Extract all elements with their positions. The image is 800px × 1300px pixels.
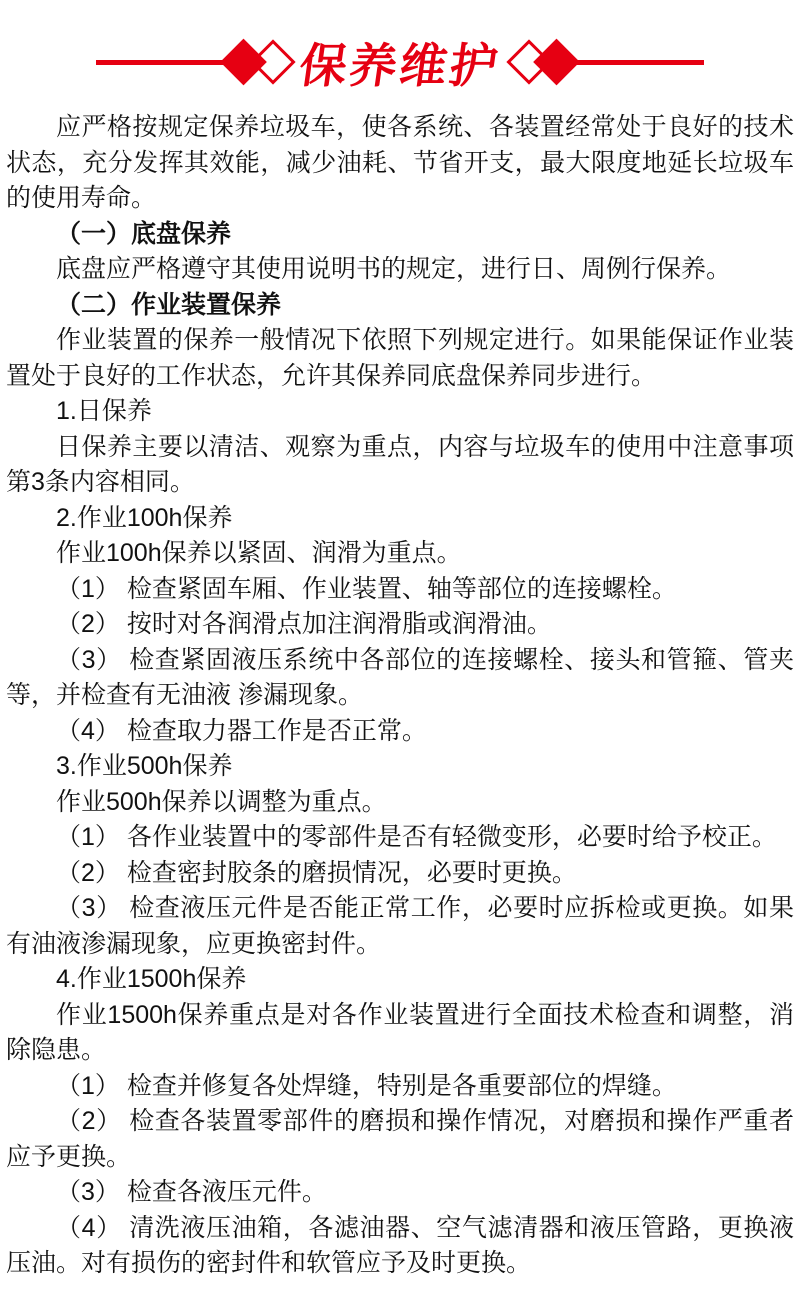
paragraph: （3） 检查液压元件是否能正常工作，必要时应拆检或更换。如果有油液渗漏现象，应更换密封件。 (6, 894, 794, 958)
paragraph: （3） 检查紧固液压系统中各部位的连接螺栓、接头和管箍、管夹等，并检查有无油液 渗漏现象。 (6, 645, 794, 709)
diamond-solid-icon (533, 39, 580, 86)
title-rule-right (572, 60, 704, 65)
title-banner (0, 0, 800, 98)
section-heading: （一）底盘保养 (56, 219, 232, 248)
title-rule-left (96, 60, 228, 65)
paragraph: 作业1500h保养重点是对各作业装置进行全面技术检查和调整，消除隐患。 (6, 1000, 794, 1064)
page-title: 保养维护 (296, 38, 504, 92)
paragraph: （2） 检查密封胶条的磨损情况，必要时更换。 (56, 858, 577, 887)
paragraph: （4） 检查取力器工作是否正常。 (56, 716, 427, 745)
section-heading: （二）作业装置保养 (56, 290, 282, 319)
paragraph: 作业装置的保养一般情况下依照下列规定进行。如果能保证作业装置处于良好的工作状态，允许其保养同底盘保养同步进行。 (6, 326, 794, 390)
paragraph: （2） 按时对各润滑点加注润滑脂或润滑油。 (56, 610, 552, 638)
paragraph: 4.作业1500h保养 (56, 965, 247, 993)
paragraph: （1） 各作业装置中的零部件是否有轻微变形，必要时给予校正。 (56, 823, 777, 851)
diamond-ornament-left (222, 33, 290, 91)
paragraph: （2） 检查各装置零部件的磨损和操作情况，对磨损和操作严重者应予更换。 (6, 1107, 794, 1171)
paragraph: 底盘应严格遵守其使用说明书的规定，进行日、周例行保养。 (56, 255, 732, 283)
diamond-ornament-right (510, 33, 578, 91)
paragraph: 应严格按规定保养垃圾车，使各系统、各装置经常处于良好的技术状态，充分发挥其效能，减少油耗、节省开支，最大限度地延长垃圾车的使用寿命。 (6, 113, 794, 212)
paragraph: （1） 检查并修复各处焊缝，特别是各重要部位的焊缝。 (56, 1071, 677, 1100)
diamond-solid-icon (220, 39, 267, 86)
paragraph: （3） 检查各液压元件。 (56, 1178, 327, 1206)
paragraph: （1） 检查紧固车厢、作业装置、轴等部位的连接螺栓。 (56, 574, 677, 603)
paragraph: 1.日保养 (56, 397, 152, 425)
paragraph: 3.作业500h保养 (56, 752, 233, 780)
paragraph: 日保养主要以清洁、观察为重点，内容与垃圾车的使用中注意事项第3条内容相同。 (6, 432, 794, 496)
paragraph: 2.作业100h保养 (56, 503, 233, 532)
paragraph: （4） 清洗液压油箱，各滤油器、空气滤清器和液压管路，更换液压油。对有损伤的密封件和软管应予及时更换。 (6, 1213, 794, 1277)
paragraph: 作业100h保养以紧固、润滑为重点。 (56, 539, 462, 567)
content (0, 98, 800, 1282)
paragraph: 作业500h保养以调整为重点。 (56, 787, 387, 816)
